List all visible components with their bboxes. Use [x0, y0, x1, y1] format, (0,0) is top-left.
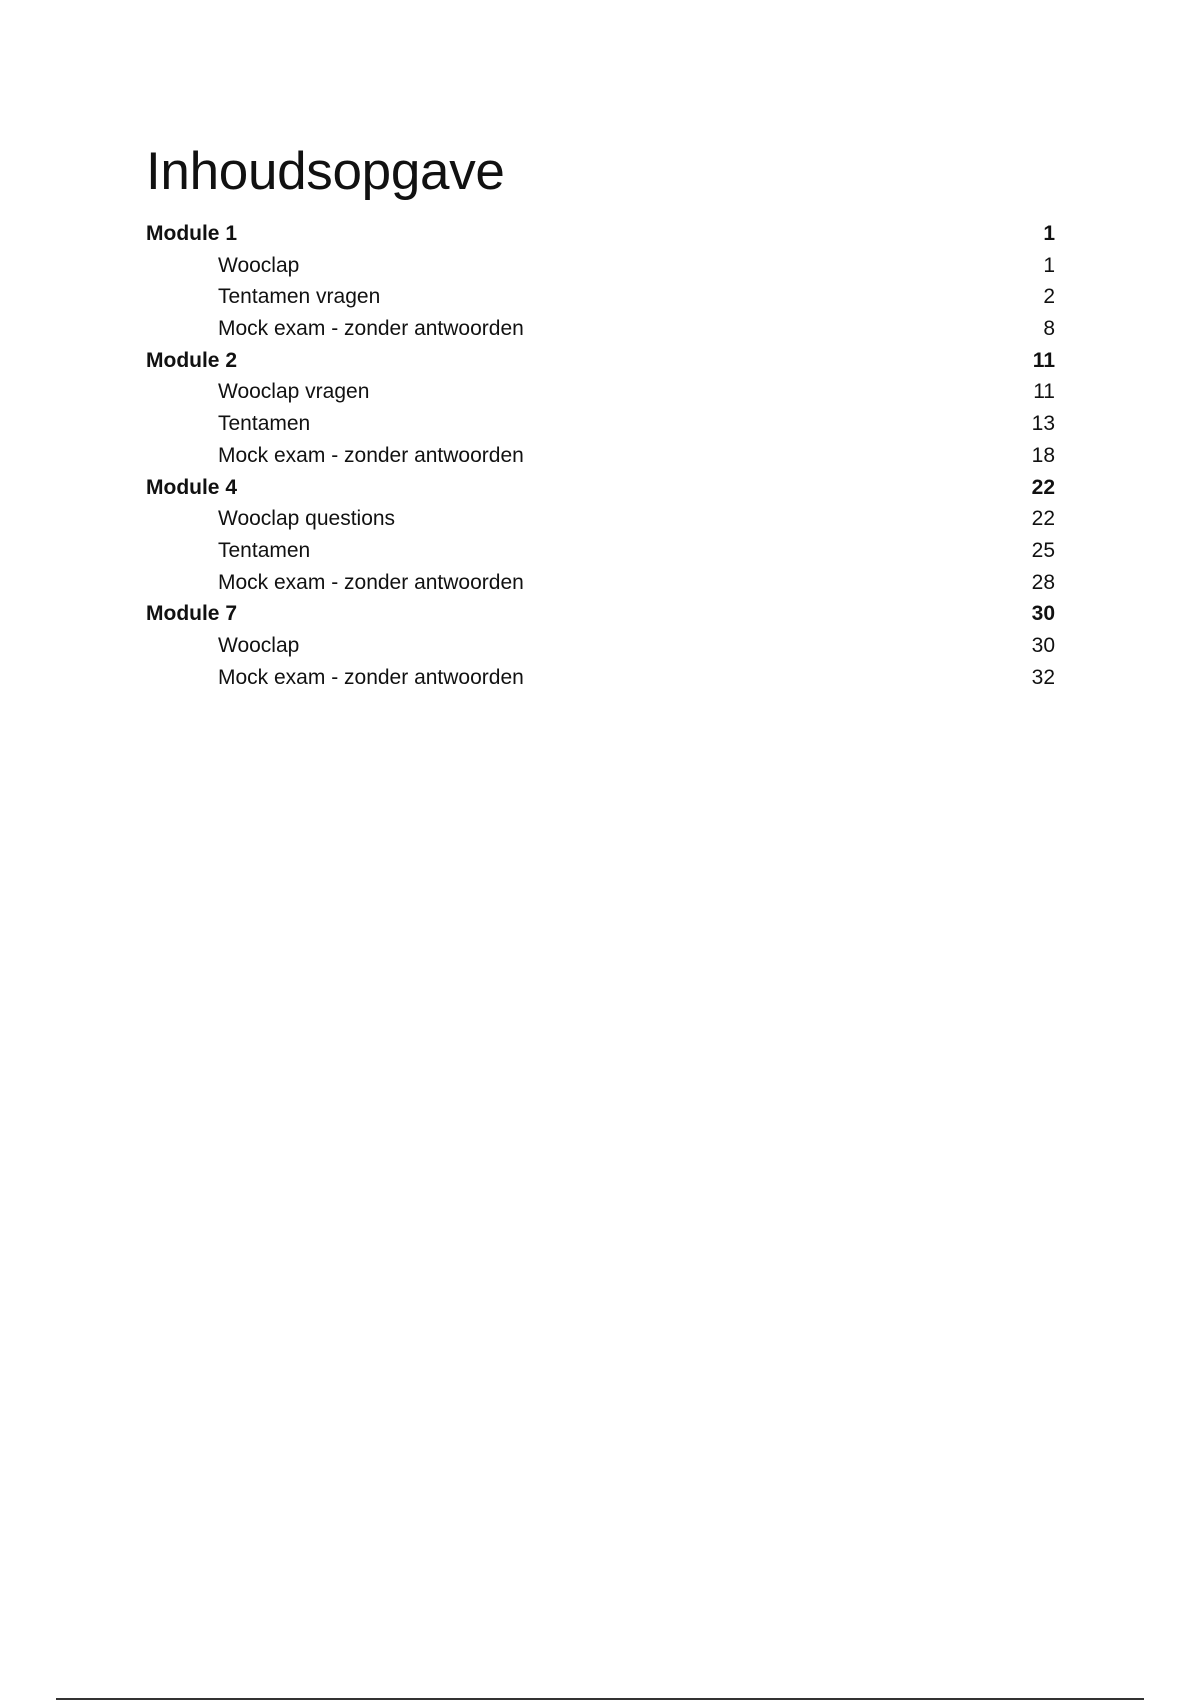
toc-entry-label: Module 4 — [146, 475, 238, 499]
toc-entry-label: Wooclap — [218, 253, 300, 277]
toc-entry-page-number: 8 — [1043, 317, 1055, 341]
toc-entry-page-number: 11 — [1032, 348, 1055, 372]
toc-entry-label: Wooclap questions — [218, 507, 396, 531]
toc-entry-label: Tentamen vragen — [218, 285, 381, 309]
toc-entry-page-number: 11 — [1033, 380, 1055, 404]
toc-entry[interactable] — [146, 408, 1055, 440]
toc-entry-page-number: 13 — [1031, 412, 1055, 436]
table-of-contents — [146, 218, 1055, 693]
toc-entry-page-number: 30 — [1031, 602, 1055, 626]
toc-entry-label: Module 1 — [146, 222, 238, 245]
toc-entry-page-number: 22 — [1031, 507, 1055, 531]
toc-entry-label: Mock exam - zonder antwoorden — [218, 665, 524, 689]
toc-entry[interactable] — [146, 662, 1055, 694]
toc-entry-module-1[interactable] — [146, 218, 1055, 250]
toc-entry-label: Module 7 — [146, 602, 238, 626]
toc-entry-label: Mock exam - zonder antwoorden — [218, 317, 524, 341]
toc-entry-label: Wooclap vragen — [218, 380, 370, 404]
toc-entry-page-number: 30 — [1031, 633, 1055, 657]
toc-entry-page-number: 28 — [1031, 570, 1055, 594]
toc-entry[interactable] — [146, 376, 1055, 408]
toc-entry[interactable] — [146, 535, 1055, 567]
toc-entry-label: Mock exam - zonder antwoorden — [218, 443, 524, 467]
toc-entry[interactable] — [146, 503, 1055, 535]
toc-entry[interactable] — [146, 250, 1055, 282]
toc-entry-page-number: 1 — [1043, 222, 1055, 245]
toc-entry-module-4[interactable] — [146, 472, 1055, 504]
toc-entry-label: Tentamen — [218, 412, 311, 436]
toc-entry[interactable] — [146, 281, 1055, 313]
toc-entry-label: Module 2 — [146, 348, 238, 372]
toc-entry-page-number: 2 — [1043, 285, 1055, 309]
toc-entry-module-2[interactable] — [146, 345, 1055, 377]
toc-entry-page-number: 18 — [1031, 443, 1055, 467]
toc-entry-page-number: 25 — [1031, 538, 1055, 562]
toc-entry-label: Tentamen — [218, 538, 311, 562]
toc-entry-label: Mock exam - zonder antwoorden — [218, 570, 524, 594]
toc-entry[interactable] — [146, 313, 1055, 345]
toc-entry-page-number: 1 — [1043, 253, 1055, 277]
page-title: Inhoudsopgave — [146, 142, 505, 201]
toc-entry-label: Wooclap — [218, 633, 300, 657]
toc-entry-module-7[interactable] — [146, 598, 1055, 630]
toc-entry-page-number: 32 — [1031, 665, 1055, 689]
toc-entry[interactable] — [146, 630, 1055, 662]
toc-entry-page-number: 22 — [1031, 475, 1055, 499]
toc-entry[interactable] — [146, 440, 1055, 472]
toc-entry[interactable] — [146, 567, 1055, 599]
